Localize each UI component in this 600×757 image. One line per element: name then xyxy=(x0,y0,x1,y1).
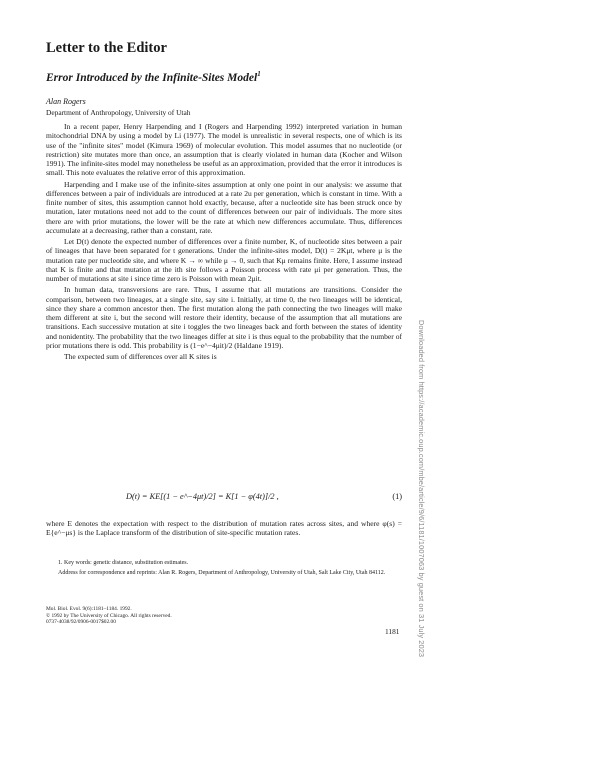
page-number: 1181 xyxy=(385,627,400,636)
paragraph-2: Harpending and I make use of the infinite-sites assumption at only one point in our analysis: we assume that differences between a pair of individuals are introduced at a rate 2u per generation, which is constant in time. With a finite number of sites, this assumption cannot hold exactly, because, after a nucleotide site has been struck once by mutation, later mutations need not add to the count of differences between our pair of individuals. The more sites there are with prior mutations, the lower will be the rate at which new differences accumulate. Thus, differences accumulate at a decreasing, rather than a constant, rate. xyxy=(46,179,402,235)
equation-number: (1) xyxy=(392,492,402,501)
article-title-text: Error Introduced by the Infinite-Sites Model xyxy=(46,71,258,84)
issn-line: 0737-4038/92/0906-0017$02.00 xyxy=(46,619,116,626)
section-label: Letter to the Editor xyxy=(46,40,167,56)
paragraph-3: Let D(t) denote the expected number of differences over a finite number, K, of nucleotide sites between a pair of lineages that have been separated for t generations. Under the infinite-sites model, D(t) = 2Kμt, where μ is the mutation rate per nucleotide site, and where K → ∞ while μ → 0, such that Kμ remains finite. Here, I assume instead that K is finite and that mutation at the ith site follows a Poisson process with rate μi per generation. Thus, the number of mutations at site i since time zero is Poisson with mean 2μit. xyxy=(46,237,402,283)
equation-text: D(t) = KE[(1 − e^−4μt)/2] = K[1 − φ(4t)]/2 , xyxy=(126,492,279,501)
paragraph-1: In a recent paper, Henry Harpending and I (Rogers and Harpending 1992) interpreted variation in human mitochondrial DNA by using a model by Li (1977). The model is unrealistic in several respects, one of which is its use of the "infinite sites" model (Kimura 1969) of molecular evolution. This model assumes that no nucleotide (or restriction) site mutates more than once, an assumption that is clearly violated in human data (Kocher and Wilson 1991). The infinite-sites model may nonetheless be useful as an approximation, provided that the error it introduces is small. This note evaluates the relative error of this approximation. xyxy=(46,122,402,178)
footnote-address: Address for correspondence and reprints: Alan R. Rogers, Department of Anthropology, University of Utah, Salt Lake City, Utah 84112. xyxy=(58,570,386,577)
footnotes xyxy=(46,560,402,580)
article-body xyxy=(46,122,402,363)
footnote-keywords: 1. Key words: genetic distance, substitution estimates. xyxy=(58,560,189,566)
author-name: Alan Rogers xyxy=(46,97,86,106)
author-affiliation: Department of Anthropology, University of Utah xyxy=(46,108,191,117)
copyright-line: © 1992 by The University of Chicago. All rights reserved. xyxy=(46,612,172,619)
equation-1 xyxy=(46,492,402,504)
journal-citation: Mol. Biol. Evol. 9(6):1181–1184. 1992. xyxy=(46,606,132,612)
paragraph-6: where E denotes the expectation with respect to the distribution of mutation rates across sites, and where φ(s) = E{e^−μs} is the Laplace transform of the distribution of site-specific mutation rates. xyxy=(46,519,402,538)
paragraph-5: The expected sum of differences over all K sites is xyxy=(64,352,217,361)
paragraph-4: In human data, transversions are rare. Thus, I assume that all mutations are transitions. Consider the comparison, between two lineages, at a single site, say site i. Initially, at time 0, the two lineages will be identical, since they share a common ancestor then. The first mutation along the path connecting the two lineages will make them different at site i, but the second will restore their identity, because of the assumption that all mutations are transitions. Each successive mutation at site i toggles the two lineages back and forth between the states of identity and nonidentity. The probability that the two lineages differ at site i is thus equal to the probability that the number of prior mutations there is odd. This probability is (1−e^−4μit)/2 (Haldane 1919). xyxy=(46,285,402,350)
post-equation-text xyxy=(46,519,402,538)
article-title xyxy=(46,70,261,84)
title-footnote-marker: 1 xyxy=(257,70,261,78)
publication-info xyxy=(46,606,172,626)
download-watermark-text: Downloaded from https://academic.oup.com/mbe/article/9/6/1181/1007063 by guest on 31 July 2023 xyxy=(417,320,426,658)
